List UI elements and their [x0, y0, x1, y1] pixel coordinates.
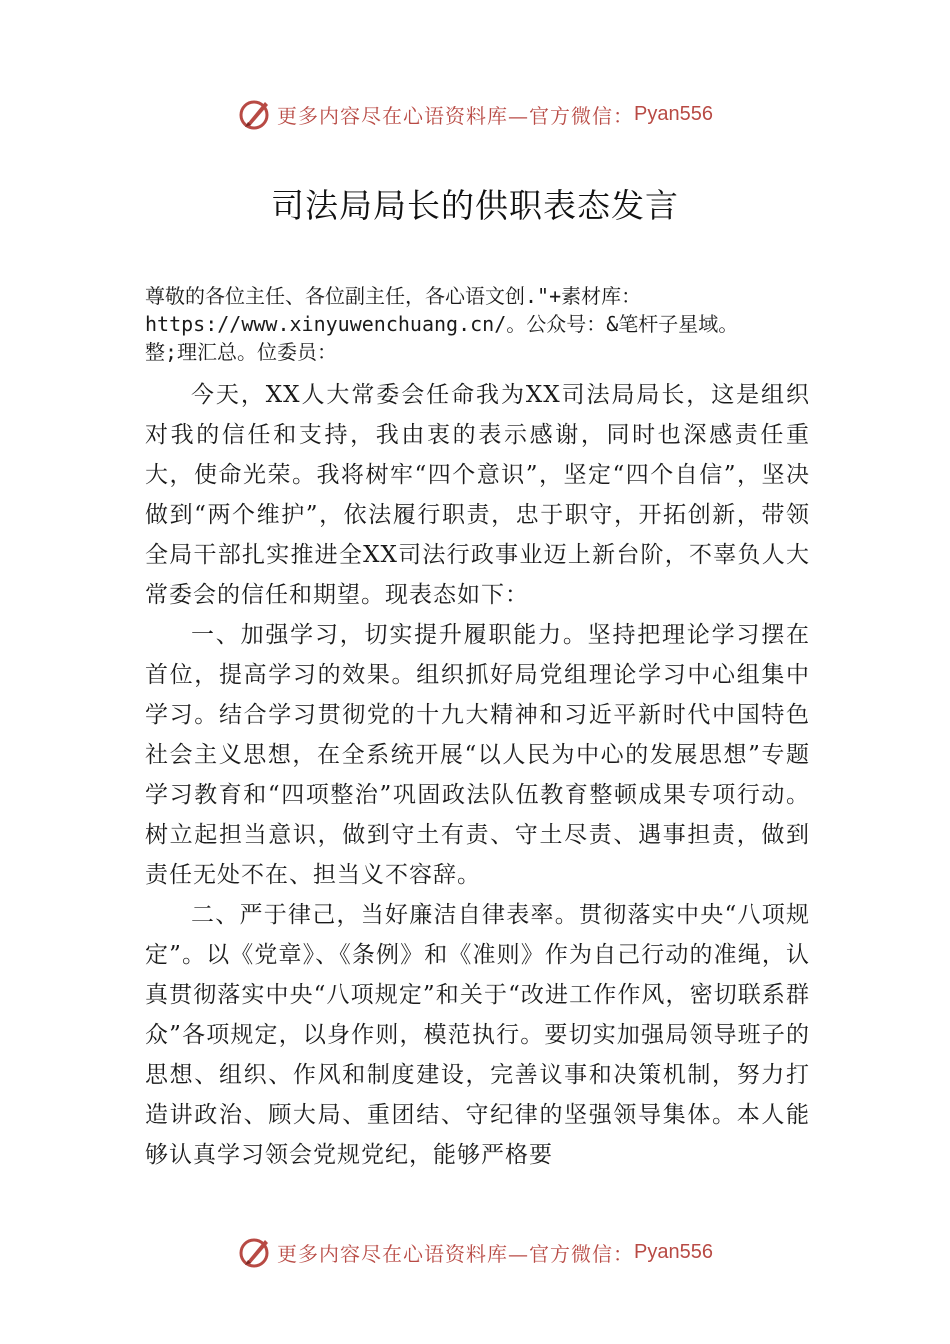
quill-logo-icon	[237, 96, 273, 132]
footer-banner	[0, 1232, 950, 1272]
document-body	[145, 375, 810, 1175]
quill-logo-icon	[237, 1234, 273, 1270]
intro-block	[145, 282, 810, 366]
header-wechat-id: Pyan556	[634, 102, 713, 125]
paragraph: 一、加强学习，切实提升履职能力。坚持把理论学习摆在首位，提高学习的效果。组织抓好局党组理论学习中心组集中学习。结合学习贯彻党的十九大精神和习近平新时代中国特色社会主义思想，在全系统开展“以人民为中心的发展思想”专题学习教育和“四项整治”巩固政法队伍教育整顿成果专项行动。树立起担当意识，做到守土有责、守土尽责、遇事担责，做到责任无处不在、担当义不容辞。	[145, 622, 810, 888]
paragraph: 今天，XX人大常委会任命我为XX司法局局长，这是组织对我的信任和支持，我由衷的表示感谢，同时也深感责任重大，使命光荣。我将树牢“四个意识”，坚定“四个自信”，坚决做到“两个维护”，依法履行职责，忠于职守，开拓创新，带领全局干部扎实推进全XX司法行政事业迈上新台阶，不辜负人大常委会的信任和期望。现表态如下：	[145, 382, 810, 608]
intro-line: 尊敬的各位主任、各位副主任，各心语文创."+素材库：	[145, 284, 642, 308]
intro-line: https://www.xinyuwenchuang.cn/。公众号：&笔杆子星域。	[145, 312, 739, 336]
header-banner-text: 更多内容尽在心语资料库—官方微信：	[277, 103, 635, 128]
footer-wechat-id: Pyan556	[634, 1240, 713, 1263]
header-banner	[0, 94, 950, 134]
footer-banner-text: 更多内容尽在心语资料库—官方微信：	[277, 1241, 635, 1266]
document-title: 司法局局长的供职表态发言	[271, 186, 679, 225]
intro-line: 整;理汇总。位委员：	[145, 340, 338, 364]
paragraph: 二、严于律己，当好廉洁自律表率。贯彻落实中央“八项规定”。以《党章》、《条例》和《准则》作为自己行动的准绳，认真贯彻落实中央“八项规定”和关于“改进工作作风，密切联系群众”各项规定，以身作则，模范执行。要切实加强局领导班子的思想、组织、作风和制度建设，完善议事和决策机制，努力打造讲政治、顾大局、重团结、守纪律的坚强领导集体。本人能够认真学习领会党规党纪，能够严格要	[145, 902, 810, 1168]
